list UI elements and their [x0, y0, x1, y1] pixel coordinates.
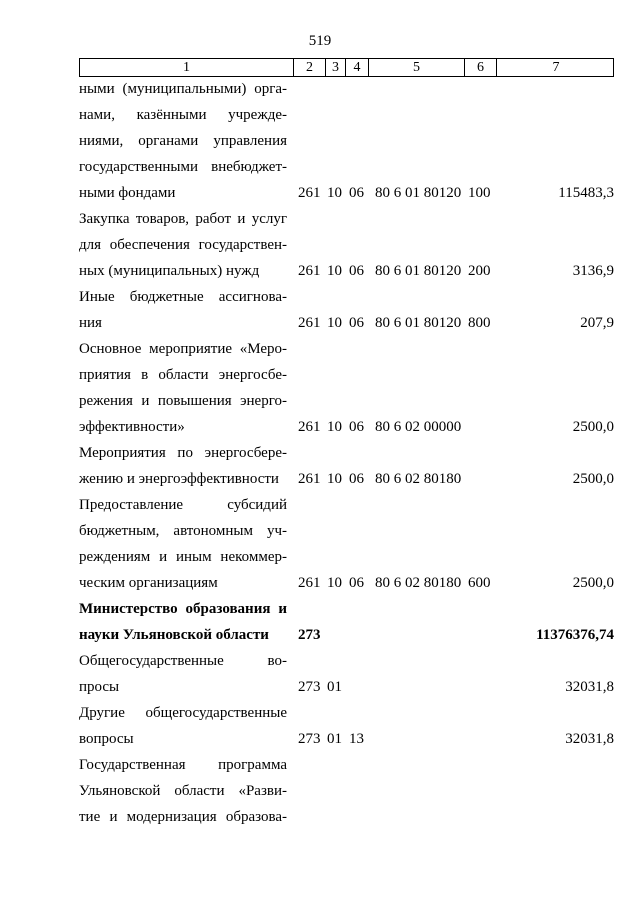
subsection-code: 06	[349, 315, 364, 331]
page-number: 519	[308, 33, 332, 49]
row-name-line: ниями, органами управления	[79, 133, 287, 149]
table-row	[79, 492, 614, 596]
header-col-2: 2	[293, 59, 325, 76]
row-name-line: ных (муниципальных) нужд	[79, 263, 260, 279]
section-code: 01	[327, 731, 342, 747]
row-name	[79, 752, 287, 830]
target-article-code: 80 6 02 00000	[375, 419, 462, 435]
admin-code: 261	[298, 471, 321, 487]
table-row	[79, 700, 614, 752]
admin-code: 261	[298, 315, 321, 331]
amount: 115483,3	[558, 185, 614, 201]
row-name	[79, 596, 287, 648]
amount: 2500,0	[572, 575, 614, 591]
section-code: 10	[327, 263, 342, 279]
row-name-line: бюджетным, автономным уч-	[79, 523, 287, 539]
row-name-line: приятия в области энергосбе-	[79, 367, 287, 383]
subsection-code: 13	[349, 731, 364, 747]
amount: 2500,0	[572, 471, 614, 487]
amount: 207,9	[580, 315, 614, 331]
section-code: 10	[327, 419, 342, 435]
table-row	[79, 648, 614, 700]
row-name	[79, 440, 287, 492]
row-name-line: для обеспечения государствен-	[79, 237, 287, 253]
header-col-6: 6	[464, 59, 496, 76]
amount: 11376376,74	[536, 627, 614, 643]
row-name	[79, 76, 287, 206]
budget-table-body	[79, 76, 614, 830]
row-name-line: Закупка товаров, работ и услуг	[79, 211, 287, 227]
amount: 32031,8	[565, 679, 614, 695]
row-name-line: Основное мероприятие «Меро-	[79, 341, 287, 357]
target-article-code: 80 6 02 80180	[375, 471, 462, 487]
row-name-line: Ульяновской области «Разви-	[79, 783, 287, 799]
row-name-line: ными (муниципальными) орга-	[79, 81, 287, 97]
row-name-line: Общегосударственные во-	[79, 653, 287, 669]
row-name-line: вопросы	[79, 731, 134, 747]
header-col-7: 7	[496, 59, 615, 76]
table-row	[79, 752, 614, 830]
row-name-line: Предоставление субсидий	[79, 497, 287, 513]
amount: 32031,8	[565, 731, 614, 747]
row-name-line: ными фондами	[79, 185, 176, 201]
target-article-code: 80 6 01 80120	[375, 185, 462, 201]
row-name-line: тие и модернизация образова-	[79, 809, 287, 825]
row-name-line: Министерство образования и	[79, 601, 287, 617]
subsection-code: 06	[349, 419, 364, 435]
target-article-code: 80 6 01 80120	[375, 263, 462, 279]
row-name-line: жению и энергоэффективности	[79, 471, 279, 487]
target-article-code: 80 6 02 80180	[375, 575, 462, 591]
row-name	[79, 284, 287, 336]
admin-code: 273	[298, 731, 321, 747]
row-name	[79, 492, 287, 596]
table-row	[79, 596, 614, 648]
row-name-line: нами, казёнными учрежде-	[79, 107, 287, 123]
row-name-line: Мероприятия по энергосбере-	[79, 445, 287, 461]
subsection-code: 06	[349, 575, 364, 591]
row-name-line: государственными внебюджет-	[79, 159, 287, 175]
row-name-line: реждениям и иным некоммер-	[79, 549, 287, 565]
row-name	[79, 206, 287, 284]
target-article-code: 80 6 01 80120	[375, 315, 462, 331]
expense-type-code: 800	[468, 315, 491, 331]
admin-code: 261	[298, 263, 321, 279]
header-col-5: 5	[368, 59, 464, 76]
section-code: 10	[327, 471, 342, 487]
row-name-line: режения и повышения энерго-	[79, 393, 287, 409]
admin-code: 273	[298, 627, 321, 643]
row-name-line: ния	[79, 315, 102, 331]
section-code: 10	[327, 315, 342, 331]
table-row	[79, 76, 614, 206]
section-code: 10	[327, 575, 342, 591]
table-row	[79, 336, 614, 440]
row-name-line: эффективности»	[79, 419, 185, 435]
row-name-line: Другие общегосударственные	[79, 705, 287, 721]
subsection-code: 06	[349, 471, 364, 487]
admin-code: 273	[298, 679, 321, 695]
row-name-line: науки Ульяновской области	[79, 627, 269, 643]
row-name-line: Государственная программа	[79, 757, 287, 773]
expense-type-code: 200	[468, 263, 491, 279]
row-name-line: Иные бюджетные ассигнова-	[79, 289, 287, 305]
amount: 2500,0	[572, 419, 614, 435]
table-row	[79, 440, 614, 492]
row-name-line: ческим организациям	[79, 575, 218, 591]
row-name	[79, 700, 287, 752]
subsection-code: 06	[349, 263, 364, 279]
expense-type-code: 600	[468, 575, 491, 591]
table-row	[79, 284, 614, 336]
admin-code: 261	[298, 185, 321, 201]
admin-code: 261	[298, 575, 321, 591]
admin-code: 261	[298, 419, 321, 435]
table-row	[79, 206, 614, 284]
expense-type-code: 100	[468, 185, 491, 201]
table-header	[79, 58, 614, 77]
section-code: 01	[327, 679, 342, 695]
header-col-4: 4	[345, 59, 368, 76]
row-name-line: просы	[79, 679, 120, 695]
subsection-code: 06	[349, 185, 364, 201]
header-col-1: 1	[183, 60, 190, 75]
section-code: 10	[327, 185, 342, 201]
row-name	[79, 648, 287, 700]
row-name	[79, 336, 287, 440]
amount: 3136,9	[572, 263, 614, 279]
header-col-3: 3	[325, 59, 345, 76]
